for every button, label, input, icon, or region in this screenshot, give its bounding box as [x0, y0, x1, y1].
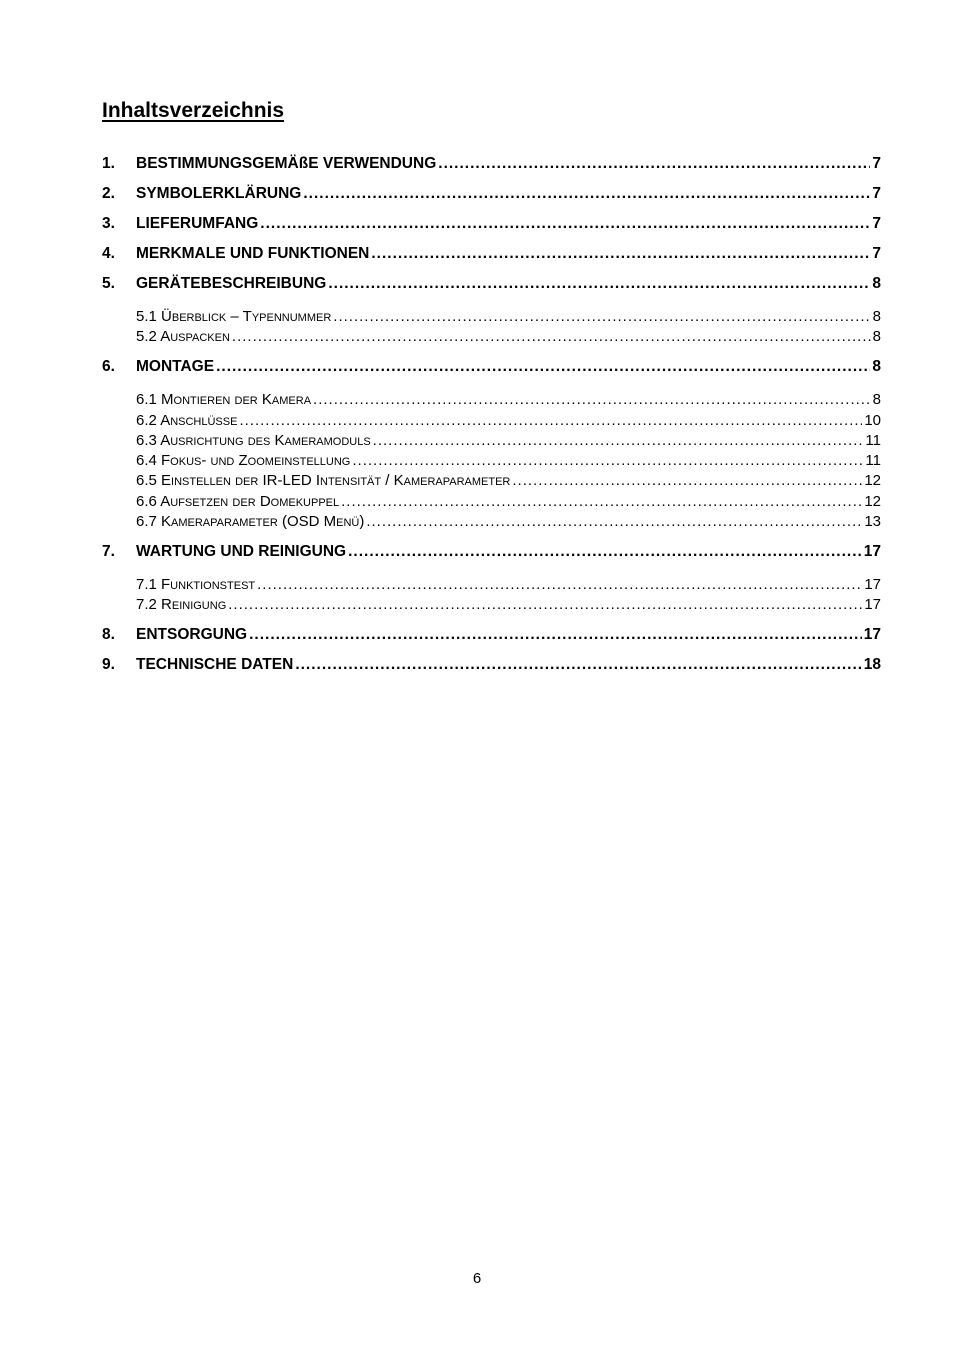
toc-subentry[interactable] — [102, 576, 881, 596]
toc-subentry-page: 8 — [872, 308, 881, 325]
dot-leader — [341, 493, 862, 510]
dot-leader — [348, 543, 862, 561]
page-number: 6 — [472, 1270, 482, 1287]
toc-entry-label: WARTUNG UND REINIGUNG — [136, 543, 347, 561]
toc-subentry-label: 6.7 Kameraparameter (OSD Menü) — [136, 513, 365, 531]
toc-subentry-page: 13 — [864, 513, 881, 531]
toc-subentry-label: 6.4 Fokus- und Zoomeinstellung — [136, 452, 351, 470]
toc-entry-number: 6. — [102, 358, 115, 376]
toc-entry-page: 7 — [872, 245, 881, 262]
toc-entry[interactable] — [102, 358, 881, 391]
toc-subentry-label: 5.2 Auspacken — [136, 328, 230, 346]
toc-subentry-page: 10 — [864, 411, 881, 429]
toc-entry-label: BESTIMMUNGSGEMÄßE VERWENDUNG — [136, 155, 437, 172]
toc-subentry-label: 7.1 Funktionstest — [136, 576, 256, 594]
toc-subentry[interactable] — [102, 493, 881, 513]
toc-entry-label: SYMBOLERKLÄRUNG — [136, 185, 302, 202]
toc-subentry[interactable] — [102, 412, 881, 432]
dot-leader — [260, 215, 870, 233]
dot-leader — [371, 245, 870, 263]
dot-leader — [333, 308, 870, 325]
dot-leader — [257, 576, 862, 593]
toc-entry[interactable] — [102, 185, 881, 215]
toc-entry-number: 1. — [102, 155, 115, 172]
dot-leader — [366, 513, 862, 530]
toc-subentry[interactable] — [102, 452, 881, 472]
toc-subentry-page: 12 — [864, 472, 881, 490]
dot-leader — [512, 472, 862, 489]
toc-subentry-page: 11 — [865, 452, 881, 470]
dot-leader — [232, 328, 871, 345]
toc-entry[interactable] — [102, 626, 881, 656]
toc-entry-page: 7 — [872, 155, 881, 172]
dot-leader — [438, 155, 870, 173]
dot-leader — [239, 412, 862, 429]
toc-entry-page: 7 — [872, 215, 881, 232]
toc-subentry-label: 6.3 Ausrichtung des Kameramoduls — [136, 431, 371, 449]
toc-subentry[interactable] — [102, 472, 881, 492]
toc-subentry-page: 17 — [864, 576, 881, 594]
dot-leader — [228, 596, 862, 613]
dot-leader — [303, 185, 870, 203]
toc-subentry-label: 6.1 Montieren der Kamera — [136, 391, 312, 409]
toc-subentry-page: 8 — [872, 391, 881, 409]
toc-subentry[interactable] — [102, 328, 881, 358]
toc-subentry[interactable] — [102, 391, 881, 411]
dot-leader — [216, 358, 870, 376]
toc-entry-number: 5. — [102, 275, 115, 292]
toc-entry-label: GERÄTEBESCHREIBUNG — [136, 275, 327, 292]
toc-entry-number: 8. — [102, 626, 115, 644]
toc-entry-page: 18 — [863, 656, 881, 674]
toc-entry-page: 17 — [863, 626, 881, 644]
toc-entry-page: 8 — [872, 275, 881, 292]
toc-entry-label: ENTSORGUNG — [136, 626, 248, 644]
toc-subentry-label: 6.5 Einstellen der IR-LED Intensität / Kameraparameter — [136, 472, 511, 490]
toc-entry-number: 7. — [102, 543, 115, 561]
toc-entry[interactable] — [102, 155, 881, 185]
toc-entry-page: 8 — [872, 358, 881, 376]
toc-subentry-page: 12 — [864, 492, 881, 510]
toc-entry-number: 3. — [102, 215, 115, 232]
toc-subentry-page: 8 — [872, 328, 881, 346]
dot-leader — [352, 452, 863, 469]
toc-subentry-label: 7.2 Reinigung — [136, 596, 227, 614]
toc-entry[interactable] — [102, 245, 881, 275]
toc-entry-number: 9. — [102, 656, 115, 674]
toc-entry-label: MERKMALE UND FUNKTIONEN — [136, 245, 370, 262]
dot-leader — [373, 432, 864, 449]
toc-entry-label: TECHNISCHE DATEN — [136, 656, 294, 674]
toc-subentry-page: 17 — [864, 596, 881, 614]
toc-subentry[interactable] — [102, 308, 881, 328]
toc-entry[interactable] — [102, 543, 881, 576]
toc-entry-number: 4. — [102, 245, 115, 262]
table-of-contents — [102, 155, 881, 686]
toc-subentry-label: 6.2 Anschlüsse — [136, 411, 238, 429]
toc-entry[interactable] — [102, 656, 881, 686]
dot-leader — [313, 391, 871, 408]
toc-subentry-label: 6.6 Aufsetzen der Domekuppel — [136, 492, 340, 510]
toc-entry[interactable] — [102, 215, 881, 245]
toc-subentry[interactable] — [102, 513, 881, 543]
toc-entry-label: MONTAGE — [136, 358, 215, 376]
dot-leader — [328, 275, 870, 293]
toc-subentry-label: 5.1 Überblick – Typennummer — [136, 308, 332, 325]
toc-entry-page: 17 — [863, 543, 881, 561]
dot-leader — [295, 656, 861, 674]
toc-entry-label: LIEFERUMFANG — [136, 215, 259, 232]
toc-subentry[interactable] — [102, 596, 881, 626]
dot-leader — [249, 626, 862, 644]
toc-entry[interactable] — [102, 275, 881, 308]
toc-entry-page: 7 — [872, 185, 881, 202]
toc-entry-number: 2. — [102, 185, 115, 202]
page-title: Inhaltsverzeichnis — [102, 99, 285, 122]
toc-subentry-page: 11 — [865, 431, 881, 449]
toc-subentry[interactable] — [102, 432, 881, 452]
